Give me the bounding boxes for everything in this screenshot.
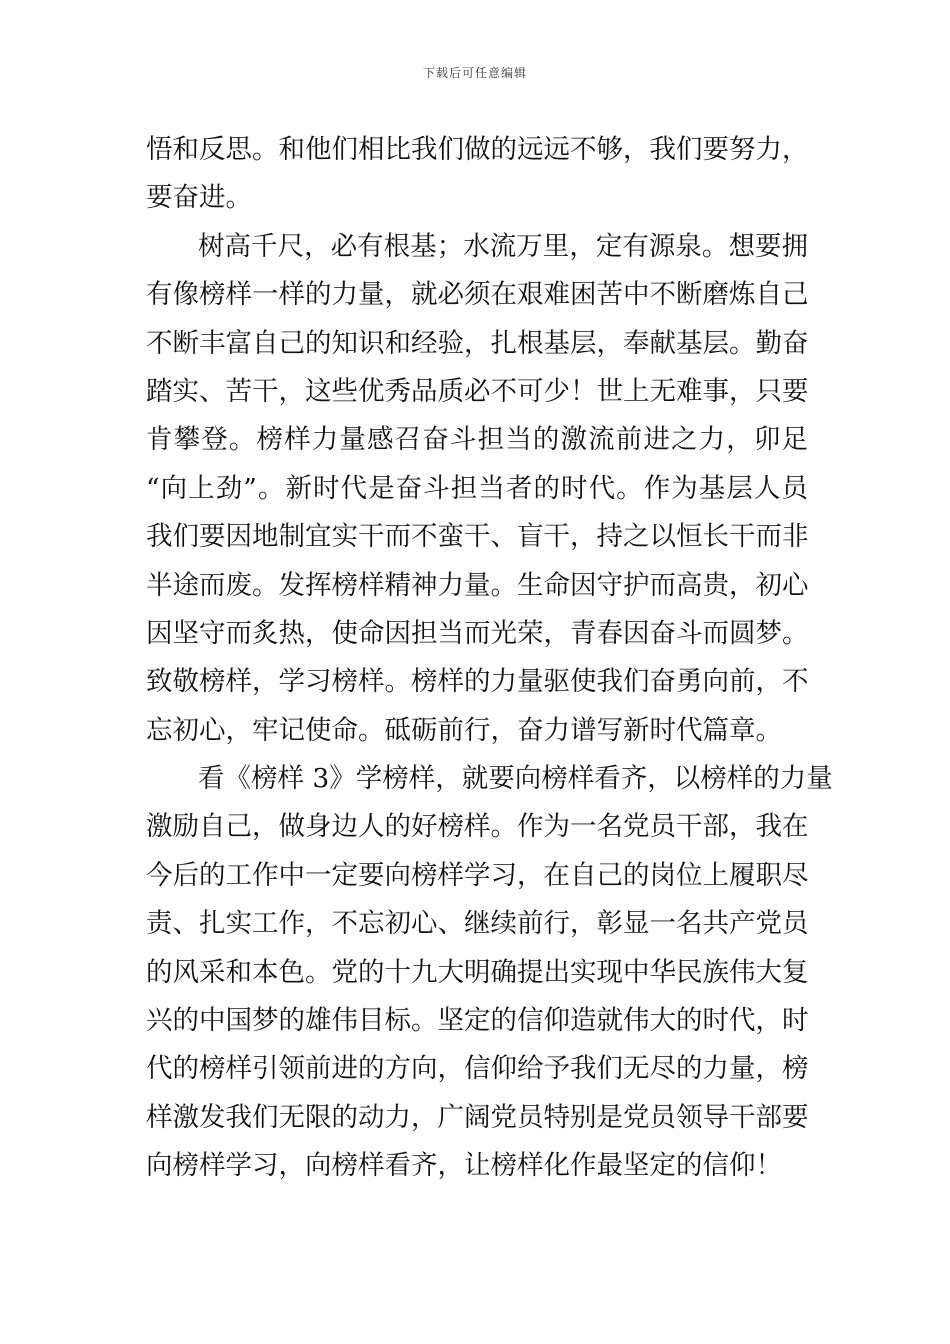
text-line: 激励自己，做身边人的好榜样。作为一名党员干部，我在 [146,811,809,843]
text-line: 代的榜样引领前进的方向，信仰给予我们无尽的力量，榜 [146,1053,809,1085]
text-line: 半途而废。发挥榜样精神力量。生命因守护而高贵，初心 [146,569,809,601]
text-line: 树高千尺，必有根基；水流万里，定有源泉。想要拥 [198,230,808,262]
text-line: 看《榜样 3》学榜样，就要向榜样看齐，以榜样的力量 [198,763,833,795]
text-line: 踏实、苦干，这些优秀品质必不可少！世上无难事，只要 [146,375,809,407]
text-line: 肯攀登。榜样力量感召奋斗担当的激流前进之力，卯足 [146,424,808,456]
document-body [146,126,833,1191]
text-line: 向榜样学习，向榜样看齐，让榜样化作最坚定的信仰！ [146,1150,782,1182]
text-line: 兴的中国梦的雄伟目标。坚定的信仰造就伟大的时代，时 [146,1005,809,1037]
text-line: 的风采和本色。党的十九大明确提出实现中华民族伟大复 [146,956,809,988]
text-line: 有像榜样一样的力量，就必须在艰难困苦中不断磨炼自己 [146,279,809,311]
text-line: 悟和反思。和他们相比我们做的远远不够，我们要努力， [146,134,809,165]
text-line: 忘初心，牢记使命。砥砺前行，奋力谱写新时代篇章。 [146,714,782,746]
page-header: 下载后可任意编辑 [422,66,527,80]
text-line: “向上劲”。新时代是奋斗担当者的时代。作为基层人员 [146,472,808,504]
text-line: 要奋进。 [146,182,252,214]
text-line: 责、扎实工作，不忘初心、继续前行，彰显一名共产党员 [146,908,809,940]
text-line: 不断丰富自己的知识和经验，扎根基层，奉献基层。勤奋 [146,327,809,359]
text-line: 因坚守而炙热，使命因担当而光荣，青春因奋斗而圆梦。 [146,617,809,649]
text-line: 今后的工作中一定要向榜样学习，在自己的岗位上履职尽 [146,859,809,891]
text-line: 我们要因地制宜实干而不蛮干、盲干，持之以恒长干而非 [146,521,809,553]
text-line: 样激发我们无限的动力，广阔党员特别是党员领导干部要 [146,1101,809,1133]
text-line: 致敬榜样，学习榜样。榜样的力量驱使我们奋勇向前，不 [146,666,809,698]
